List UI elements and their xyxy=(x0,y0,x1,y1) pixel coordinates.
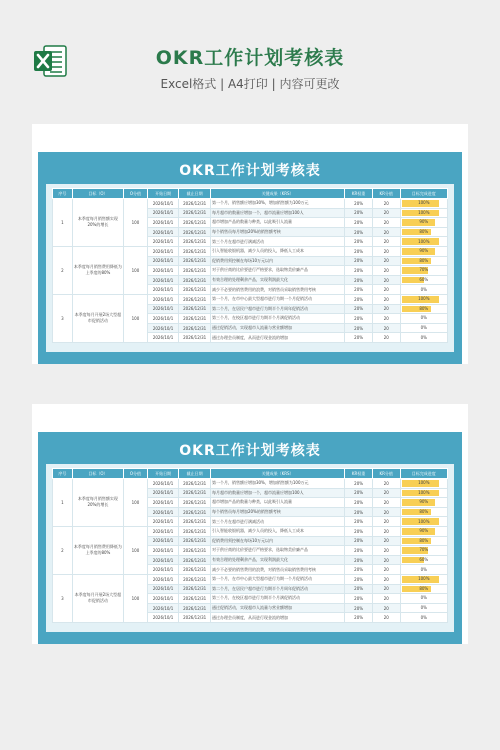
cell-kr-weight: 20% xyxy=(345,613,373,623)
cell-key-result: 超市增加产品的数量与种类，以此吸引人流量 xyxy=(210,498,344,508)
header-col-index: 序号 xyxy=(53,469,73,479)
cell-progress xyxy=(400,237,447,247)
cell-kr-score: 20 xyxy=(372,488,400,498)
cell-end-date: 2026/12/31 xyxy=(179,536,211,546)
cell-kr-score: 20 xyxy=(372,603,400,613)
cell-kr-score: 20 xyxy=(372,285,400,295)
cell-start-date: 2026/10/1 xyxy=(147,488,179,498)
cell-end-date: 2026/12/31 xyxy=(179,594,211,604)
cell-start-date: 2026/10/1 xyxy=(147,333,179,343)
progress-label: 70% xyxy=(419,267,429,273)
cell-end-date: 2026/12/31 xyxy=(179,507,211,517)
progress-label: 0% xyxy=(420,315,427,321)
cell-key-result: 第二个月，在居民户超市进行为期半个月周年促销活动 xyxy=(210,304,344,314)
cell-kr-score: 20 xyxy=(372,227,400,237)
cell-progress xyxy=(400,517,447,527)
cell-kr-weight: 20% xyxy=(345,536,373,546)
cell-progress xyxy=(400,208,447,218)
cell-index: 1 xyxy=(53,199,73,247)
cell-end-date: 2026/12/31 xyxy=(179,237,211,247)
sheet-title: OKR工作计划考核表 xyxy=(179,163,321,179)
progress-label: 0% xyxy=(420,605,427,611)
cell-start-date: 2026/10/1 xyxy=(147,546,179,556)
cell-progress xyxy=(400,488,447,498)
cell-kr-weight: 20% xyxy=(345,294,373,304)
cell-progress xyxy=(400,479,447,489)
progress-label: 0% xyxy=(420,325,427,331)
cell-kr-weight: 20% xyxy=(345,323,373,333)
cell-start-date: 2026/10/1 xyxy=(147,208,179,218)
cell-end-date: 2026/12/31 xyxy=(179,256,211,266)
cell-start-date: 2026/10/1 xyxy=(147,565,179,575)
header-col-krscore: KR分值 xyxy=(372,189,400,199)
cell-progress xyxy=(400,199,447,209)
progress-label: 80% xyxy=(419,585,429,591)
cell-kr-weight: 20% xyxy=(345,199,373,209)
progress-label: 80% xyxy=(419,305,429,311)
cell-start-date: 2026/10/1 xyxy=(147,285,179,295)
cell-kr-score: 20 xyxy=(372,246,400,256)
cell-start-date: 2026/10/1 xyxy=(147,526,179,536)
cell-end-date: 2026/12/31 xyxy=(179,613,211,623)
page-header xyxy=(0,0,500,110)
cell-progress xyxy=(400,333,447,343)
cell-kr-score: 20 xyxy=(372,256,400,266)
header-col-start: 开始日期 xyxy=(147,189,179,199)
progress-label: 100% xyxy=(418,200,430,206)
cell-progress xyxy=(400,246,447,256)
cell-kr-score: 20 xyxy=(372,218,400,228)
cell-start-date: 2026/10/1 xyxy=(147,199,179,209)
cell-progress xyxy=(400,555,447,565)
cell-oscore: 100 xyxy=(124,479,148,527)
cell-start-date: 2026/10/1 xyxy=(147,246,179,256)
progress-label: 60% xyxy=(419,557,429,563)
page-subtitle: Excel格式 | A4打印 | 内容可更改 xyxy=(160,77,340,91)
cell-end-date: 2026/12/31 xyxy=(179,488,211,498)
cell-start-date: 2026/10/1 xyxy=(147,555,179,565)
header-col-oscore: O分值 xyxy=(124,189,148,199)
cell-kr-weight: 20% xyxy=(345,546,373,556)
cell-kr-weight: 20% xyxy=(345,208,373,218)
cell-start-date: 2026/10/1 xyxy=(147,227,179,237)
cell-start-date: 2026/10/1 xyxy=(147,275,179,285)
cell-end-date: 2026/12/31 xyxy=(179,275,211,285)
progress-label: 0% xyxy=(420,334,427,340)
cell-kr-weight: 20% xyxy=(345,237,373,247)
cell-kr-score: 20 xyxy=(372,565,400,575)
cell-kr-score: 20 xyxy=(372,594,400,604)
table-row xyxy=(53,294,448,304)
cell-progress xyxy=(400,304,447,314)
cell-progress xyxy=(400,565,447,575)
cell-kr-score: 20 xyxy=(372,584,400,594)
progress-label: 0% xyxy=(420,286,427,292)
header-col-weight: KR权重 xyxy=(345,469,373,479)
progress-label: 60% xyxy=(419,277,429,283)
cell-progress xyxy=(400,275,447,285)
cell-progress xyxy=(400,266,447,276)
cell-progress xyxy=(400,574,447,584)
table-container xyxy=(46,184,454,352)
cell-kr-weight: 20% xyxy=(345,275,373,285)
cell-kr-weight: 20% xyxy=(345,314,373,324)
cell-end-date: 2026/12/31 xyxy=(179,526,211,536)
header-col-kr: 关键成果（KRS） xyxy=(210,469,344,479)
cell-start-date: 2026/10/1 xyxy=(147,237,179,247)
cell-end-date: 2026/12/31 xyxy=(179,584,211,594)
cell-objective: 本季度每月销售费用降低为上季度的80% xyxy=(72,526,123,574)
cell-start-date: 2026/10/1 xyxy=(147,574,179,584)
cell-key-result: 第一个月，销售额应增加30%，增加销售额为100万元 xyxy=(210,479,344,489)
cell-progress xyxy=(400,227,447,237)
sheet-preview-1 xyxy=(32,124,468,364)
cell-end-date: 2026/12/31 xyxy=(179,314,211,324)
cell-index: 1 xyxy=(53,479,73,527)
cell-kr-weight: 20% xyxy=(345,227,373,237)
table-header-row xyxy=(53,469,448,479)
cell-progress xyxy=(400,498,447,508)
cell-kr-score: 20 xyxy=(372,555,400,565)
cell-kr-weight: 20% xyxy=(345,498,373,508)
cell-kr-weight: 20% xyxy=(345,565,373,575)
cell-kr-weight: 20% xyxy=(345,285,373,295)
cell-start-date: 2026/10/1 xyxy=(147,304,179,314)
cell-end-date: 2026/12/31 xyxy=(179,199,211,209)
progress-label: 90% xyxy=(419,248,429,254)
header-col-progress: 目标完成进度 xyxy=(400,189,447,199)
cell-progress xyxy=(400,613,447,623)
cell-progress xyxy=(400,507,447,517)
cell-objective: 本季度每月开展2场大型超市促销活动 xyxy=(72,294,123,342)
cell-kr-weight: 20% xyxy=(345,555,373,565)
progress-label: 0% xyxy=(420,595,427,601)
table-row xyxy=(53,479,448,489)
cell-key-result: 第三个月在超市进行满减活动 xyxy=(210,237,344,247)
cell-key-result: 有效合理的处理剩余产品，实现利润最大化 xyxy=(210,275,344,285)
cell-key-result: 超市增加产品的数量与种类，以此吸引人流量 xyxy=(210,218,344,228)
cell-progress xyxy=(400,294,447,304)
progress-label: 90% xyxy=(419,499,429,505)
cell-progress xyxy=(400,603,447,613)
cell-start-date: 2026/10/1 xyxy=(147,507,179,517)
cell-kr-weight: 20% xyxy=(345,333,373,343)
cell-start-date: 2026/10/1 xyxy=(147,603,179,613)
cell-kr-weight: 20% xyxy=(345,218,373,228)
cell-start-date: 2026/10/1 xyxy=(147,498,179,508)
sheet-frame xyxy=(38,432,462,644)
cell-key-result: 通过促销活动，实现超市人流量与营业额增加 xyxy=(210,323,344,333)
cell-index: 3 xyxy=(53,574,73,622)
cell-start-date: 2026/10/1 xyxy=(147,294,179,304)
cell-kr-weight: 20% xyxy=(345,479,373,489)
cell-end-date: 2026/12/31 xyxy=(179,333,211,343)
progress-label: 80% xyxy=(419,537,429,543)
header-col-oscore: O分值 xyxy=(124,469,148,479)
cell-start-date: 2026/10/1 xyxy=(147,218,179,228)
table-row xyxy=(53,574,448,584)
cell-kr-score: 20 xyxy=(372,323,400,333)
cell-oscore: 100 xyxy=(124,574,148,622)
cell-progress xyxy=(400,546,447,556)
progress-label: 80% xyxy=(419,257,429,263)
cell-end-date: 2026/12/31 xyxy=(179,285,211,295)
header-col-objective: 目标（O） xyxy=(72,189,123,199)
cell-key-result: 通过办理会员制度，从而进行现金流的增加 xyxy=(210,333,344,343)
cell-kr-weight: 20% xyxy=(345,266,373,276)
cell-key-result: 第一个月，在市中心最大型超市进行为期一个月促销活动 xyxy=(210,294,344,304)
cell-kr-score: 20 xyxy=(372,314,400,324)
header-col-end: 截止日期 xyxy=(179,469,211,479)
cell-key-result: 通过促销活动，实现超市人流量与营业额增加 xyxy=(210,603,344,613)
cell-progress xyxy=(400,218,447,228)
cell-kr-score: 20 xyxy=(372,208,400,218)
cell-start-date: 2026/10/1 xyxy=(147,517,179,527)
cell-key-result: 减少不必要的销售费用的浪费，对销售员采取销售费用考核 xyxy=(210,285,344,295)
table-row xyxy=(53,199,448,209)
sheet-frame xyxy=(38,152,462,364)
cell-end-date: 2026/12/31 xyxy=(179,603,211,613)
cell-key-result: 第三个月在超市进行满减活动 xyxy=(210,517,344,527)
cell-kr-score: 20 xyxy=(372,613,400,623)
okr-table xyxy=(52,188,448,343)
cell-end-date: 2026/12/31 xyxy=(179,546,211,556)
sheet-title: OKR工作计划考核表 xyxy=(179,443,321,459)
cell-key-result: 引入智能收银机器，减少人员的投入，降低人工成本 xyxy=(210,526,344,536)
cell-progress xyxy=(400,526,447,536)
cell-key-result: 每月超市的数量应增加一个，超市流量应增加100人 xyxy=(210,488,344,498)
cell-start-date: 2026/10/1 xyxy=(147,323,179,333)
cell-kr-score: 20 xyxy=(372,546,400,556)
cell-kr-score: 20 xyxy=(372,199,400,209)
cell-index: 3 xyxy=(53,294,73,342)
cell-key-result: 对于供应商的比价要进行严格要求，选取物美价廉产品 xyxy=(210,546,344,556)
cell-key-result: 引入智能收银机器，减少人员的投入，降低人工成本 xyxy=(210,246,344,256)
cell-progress xyxy=(400,536,447,546)
cell-index: 2 xyxy=(53,526,73,574)
cell-key-result: 第三个月，在校区超市进行为期半个月满促销活动 xyxy=(210,314,344,324)
cell-end-date: 2026/12/31 xyxy=(179,574,211,584)
cell-end-date: 2026/12/31 xyxy=(179,246,211,256)
cell-key-result: 促销费用须控制在每场10万元以内 xyxy=(210,256,344,266)
cell-kr-score: 20 xyxy=(372,294,400,304)
cell-kr-weight: 20% xyxy=(345,584,373,594)
cell-kr-score: 20 xyxy=(372,507,400,517)
cell-kr-score: 20 xyxy=(372,237,400,247)
cell-kr-weight: 20% xyxy=(345,517,373,527)
cell-kr-score: 20 xyxy=(372,479,400,489)
progress-label: 100% xyxy=(418,576,430,582)
cell-kr-score: 20 xyxy=(372,333,400,343)
header-col-kr: 关键成果（KRS） xyxy=(210,189,344,199)
progress-label: 90% xyxy=(419,528,429,534)
progress-label: 100% xyxy=(418,518,430,524)
header-col-krscore: KR分值 xyxy=(372,469,400,479)
cell-key-result: 第三个月，在校区超市进行为期半个月满促销活动 xyxy=(210,594,344,604)
sheet-preview-2 xyxy=(32,404,468,644)
progress-label: 80% xyxy=(419,229,429,235)
cell-key-result: 每个销售员每月增加20%的销售额考核 xyxy=(210,507,344,517)
cell-progress xyxy=(400,256,447,266)
cell-key-result: 第一个月，在市中心最大型超市进行为期一个月促销活动 xyxy=(210,574,344,584)
progress-label: 100% xyxy=(418,296,430,302)
cell-objective: 本季度每月开展2场大型超市促销活动 xyxy=(72,574,123,622)
cell-kr-score: 20 xyxy=(372,574,400,584)
cell-end-date: 2026/12/31 xyxy=(179,294,211,304)
cell-kr-weight: 20% xyxy=(345,603,373,613)
cell-kr-score: 20 xyxy=(372,536,400,546)
cell-progress xyxy=(400,314,447,324)
cell-objective: 本季度每月销售费用降低为上季度的80% xyxy=(72,246,123,294)
cell-kr-weight: 20% xyxy=(345,488,373,498)
cell-objective: 本季度每月销售额实现20%的增长 xyxy=(72,199,123,247)
page-title: OKR工作计划考核表 xyxy=(155,47,345,69)
cell-kr-weight: 20% xyxy=(345,574,373,584)
cell-oscore: 100 xyxy=(124,294,148,342)
cell-kr-weight: 20% xyxy=(345,246,373,256)
progress-label: 80% xyxy=(419,509,429,515)
cell-end-date: 2026/12/31 xyxy=(179,304,211,314)
cell-kr-weight: 20% xyxy=(345,526,373,536)
cell-kr-weight: 20% xyxy=(345,256,373,266)
okr-table xyxy=(52,468,448,623)
cell-key-result: 通过办理会员制度，从而进行现金流的增加 xyxy=(210,613,344,623)
table-container xyxy=(46,464,454,632)
cell-start-date: 2026/10/1 xyxy=(147,613,179,623)
cell-end-date: 2026/12/31 xyxy=(179,565,211,575)
progress-label: 100% xyxy=(418,480,430,486)
cell-kr-score: 20 xyxy=(372,275,400,285)
header-col-objective: 目标（O） xyxy=(72,469,123,479)
cell-end-date: 2026/12/31 xyxy=(179,479,211,489)
cell-kr-weight: 20% xyxy=(345,594,373,604)
header-col-end: 截止日期 xyxy=(179,189,211,199)
cell-start-date: 2026/10/1 xyxy=(147,479,179,489)
progress-label: 70% xyxy=(419,547,429,553)
cell-end-date: 2026/12/31 xyxy=(179,208,211,218)
cell-kr-score: 20 xyxy=(372,517,400,527)
cell-progress xyxy=(400,323,447,333)
cell-oscore: 100 xyxy=(124,199,148,247)
header-col-weight: KR权重 xyxy=(345,189,373,199)
progress-label: 100% xyxy=(418,238,430,244)
cell-progress xyxy=(400,285,447,295)
cell-end-date: 2026/12/31 xyxy=(179,498,211,508)
cell-key-result: 减少不必要的销售费用的浪费，对销售员采取销售费用考核 xyxy=(210,565,344,575)
cell-oscore: 100 xyxy=(124,526,148,574)
table-header-row xyxy=(53,189,448,199)
cell-start-date: 2026/10/1 xyxy=(147,314,179,324)
cell-end-date: 2026/12/31 xyxy=(179,227,211,237)
cell-oscore: 100 xyxy=(124,246,148,294)
cell-start-date: 2026/10/1 xyxy=(147,594,179,604)
table-row xyxy=(53,246,448,256)
cell-key-result: 对于供应商的比价要进行严格要求，选取物美价廉产品 xyxy=(210,266,344,276)
cell-key-result: 有效合理的处理剩余产品，实现利润最大化 xyxy=(210,555,344,565)
cell-start-date: 2026/10/1 xyxy=(147,266,179,276)
cell-start-date: 2026/10/1 xyxy=(147,536,179,546)
cell-end-date: 2026/12/31 xyxy=(179,517,211,527)
progress-label: 0% xyxy=(420,614,427,620)
cell-kr-score: 20 xyxy=(372,498,400,508)
progress-label: 100% xyxy=(418,489,430,495)
cell-start-date: 2026/10/1 xyxy=(147,584,179,594)
cell-kr-weight: 20% xyxy=(345,304,373,314)
cell-key-result: 每个销售员每月增加20%的销售额考核 xyxy=(210,227,344,237)
cell-end-date: 2026/12/31 xyxy=(179,218,211,228)
cell-key-result: 第二个月，在居民户超市进行为期半个月周年促销活动 xyxy=(210,584,344,594)
cell-kr-score: 20 xyxy=(372,266,400,276)
progress-label: 100% xyxy=(418,209,430,215)
table-row xyxy=(53,526,448,536)
header-col-start: 开始日期 xyxy=(147,469,179,479)
progress-label: 0% xyxy=(420,566,427,572)
cell-key-result: 第一个月，销售额应增加30%，增加销售额为100万元 xyxy=(210,199,344,209)
cell-kr-weight: 20% xyxy=(345,507,373,517)
cell-index: 2 xyxy=(53,246,73,294)
cell-end-date: 2026/12/31 xyxy=(179,266,211,276)
header-col-progress: 目标完成进度 xyxy=(400,469,447,479)
header-col-index: 序号 xyxy=(53,189,73,199)
cell-kr-score: 20 xyxy=(372,304,400,314)
progress-label: 90% xyxy=(419,219,429,225)
cell-end-date: 2026/12/31 xyxy=(179,555,211,565)
cell-end-date: 2026/12/31 xyxy=(179,323,211,333)
cell-progress xyxy=(400,594,447,604)
cell-key-result: 促销费用须控制在每场10万元以内 xyxy=(210,536,344,546)
cell-kr-score: 20 xyxy=(372,526,400,536)
cell-start-date: 2026/10/1 xyxy=(147,256,179,266)
cell-key-result: 每月超市的数量应增加一个，超市流量应增加100人 xyxy=(210,208,344,218)
cell-objective: 本季度每月销售额实现20%的增长 xyxy=(72,479,123,527)
cell-progress xyxy=(400,584,447,594)
